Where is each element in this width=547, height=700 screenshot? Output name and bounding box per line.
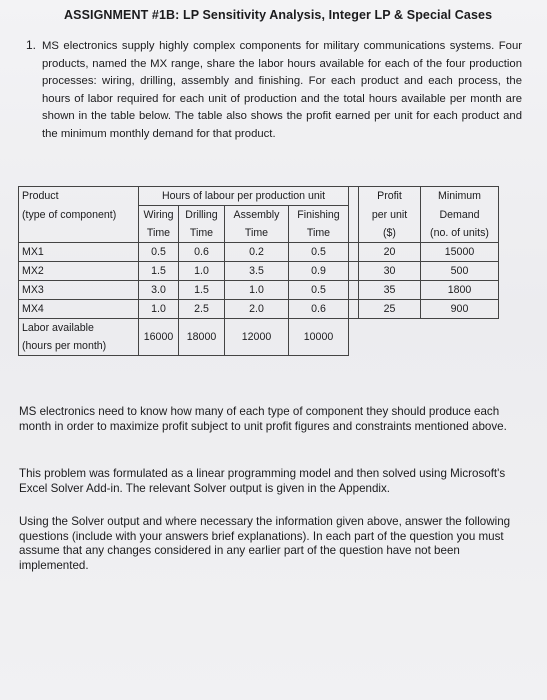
cell-gap xyxy=(349,281,359,300)
question-text: MS electronics supply highly complex components for military communications systems. Four products, named the MX range, share the labor hours available for each of the four production processes: wiring, drilling, assembly and finishing. For each product and each process, the hours of labor required for each unit of production and the total hours available per month are shown in the table below. The table also shows the profit earned per unit for each product and the minimum monthly demand for that product. xyxy=(42,40,522,140)
header-product: Product xyxy=(19,187,139,206)
cell-gap xyxy=(349,243,359,262)
cell-gap xyxy=(349,300,359,319)
header-hours-group: Hours of labour per production unit xyxy=(139,187,349,206)
table-header-row-1 xyxy=(19,187,499,206)
cell-available-empty xyxy=(349,319,499,356)
header-blank xyxy=(19,224,139,243)
cell-product: MX1 xyxy=(19,243,139,262)
header-product-type: (type of component) xyxy=(19,206,139,225)
cell-demand: 1800 xyxy=(421,281,499,300)
header-drilling-time: Time xyxy=(179,224,225,243)
header-finishing: Finishing xyxy=(289,206,349,225)
cell-finishing: 0.6 xyxy=(289,300,349,319)
cell-available-label: Labor available xyxy=(19,319,139,338)
header-demand-2: Demand xyxy=(421,206,499,225)
cell-gap xyxy=(349,262,359,281)
cell-profit: 20 xyxy=(359,243,421,262)
header-wiring-time: Time xyxy=(139,224,179,243)
header-profit-3: ($) xyxy=(359,224,421,243)
cell-assembly: 2.0 xyxy=(225,300,289,319)
cell-wiring: 1.0 xyxy=(139,300,179,319)
table-row xyxy=(19,281,499,300)
cell-drilling: 0.6 xyxy=(179,243,225,262)
table-row-available-1 xyxy=(19,319,499,338)
cell-drilling: 1.0 xyxy=(179,262,225,281)
table-row xyxy=(19,300,499,319)
header-gap xyxy=(349,187,359,206)
cell-wiring: 0.5 xyxy=(139,243,179,262)
header-profit-2: per unit xyxy=(359,206,421,225)
table-header-row-3 xyxy=(19,224,499,243)
question-number: 1. xyxy=(26,38,37,52)
cell-available-assembly: 12000 xyxy=(225,319,289,356)
cell-assembly: 1.0 xyxy=(225,281,289,300)
header-gap xyxy=(349,224,359,243)
table-header-row-2 xyxy=(19,206,499,225)
cell-assembly: 0.2 xyxy=(225,243,289,262)
cell-available-finishing: 10000 xyxy=(289,319,349,356)
table-row xyxy=(19,262,499,281)
header-drilling: Drilling xyxy=(179,206,225,225)
header-wiring: Wiring xyxy=(139,206,179,225)
cell-assembly: 3.5 xyxy=(225,262,289,281)
cell-profit: 35 xyxy=(359,281,421,300)
cell-profit: 30 xyxy=(359,262,421,281)
header-finishing-time: Time xyxy=(289,224,349,243)
paragraph-objective: MS electronics need to know how many of each type of component they should produce each month in order to maximize profit subject to unit profit figures and constraints mentioned above. xyxy=(19,405,507,433)
header-demand-1: Minimum xyxy=(421,187,499,206)
production-table xyxy=(18,186,499,356)
cell-product: MX2 xyxy=(19,262,139,281)
table-row xyxy=(19,243,499,262)
paragraph-solver: This problem was formulated as a linear programming model and then solved using Microsoft's Excel Solver Add-in. The relevant Solver output is given in the Appendix. xyxy=(19,467,506,495)
cell-finishing: 0.5 xyxy=(289,281,349,300)
header-gap xyxy=(349,206,359,225)
header-profit-1: Profit xyxy=(359,187,421,206)
page-title: ASSIGNMENT #1B: LP Sensitivity Analysis, Integer LP & Special Cases xyxy=(64,8,493,22)
cell-available-drilling: 18000 xyxy=(179,319,225,356)
cell-profit: 25 xyxy=(359,300,421,319)
cell-wiring: 3.0 xyxy=(139,281,179,300)
header-assembly-time: Time xyxy=(225,224,289,243)
cell-demand: 15000 xyxy=(421,243,499,262)
cell-available-wiring: 16000 xyxy=(139,319,179,356)
header-demand-3: (no. of units) xyxy=(421,224,499,243)
cell-product: MX4 xyxy=(19,300,139,319)
cell-demand: 900 xyxy=(421,300,499,319)
cell-finishing: 0.9 xyxy=(289,262,349,281)
cell-demand: 500 xyxy=(421,262,499,281)
paragraph-instructions: Using the Solver output and where necessary the information given above, answer the following questions (include with your answers brief explanations). In each part of the question you must assume that any changes considered in any earlier part of the question have not been implemented. xyxy=(19,515,511,572)
cell-product: MX3 xyxy=(19,281,139,300)
header-assembly: Assembly xyxy=(225,206,289,225)
cell-available-sublabel: (hours per month) xyxy=(19,337,139,356)
cell-drilling: 1.5 xyxy=(179,281,225,300)
cell-finishing: 0.5 xyxy=(289,243,349,262)
cell-wiring: 1.5 xyxy=(139,262,179,281)
cell-drilling: 2.5 xyxy=(179,300,225,319)
